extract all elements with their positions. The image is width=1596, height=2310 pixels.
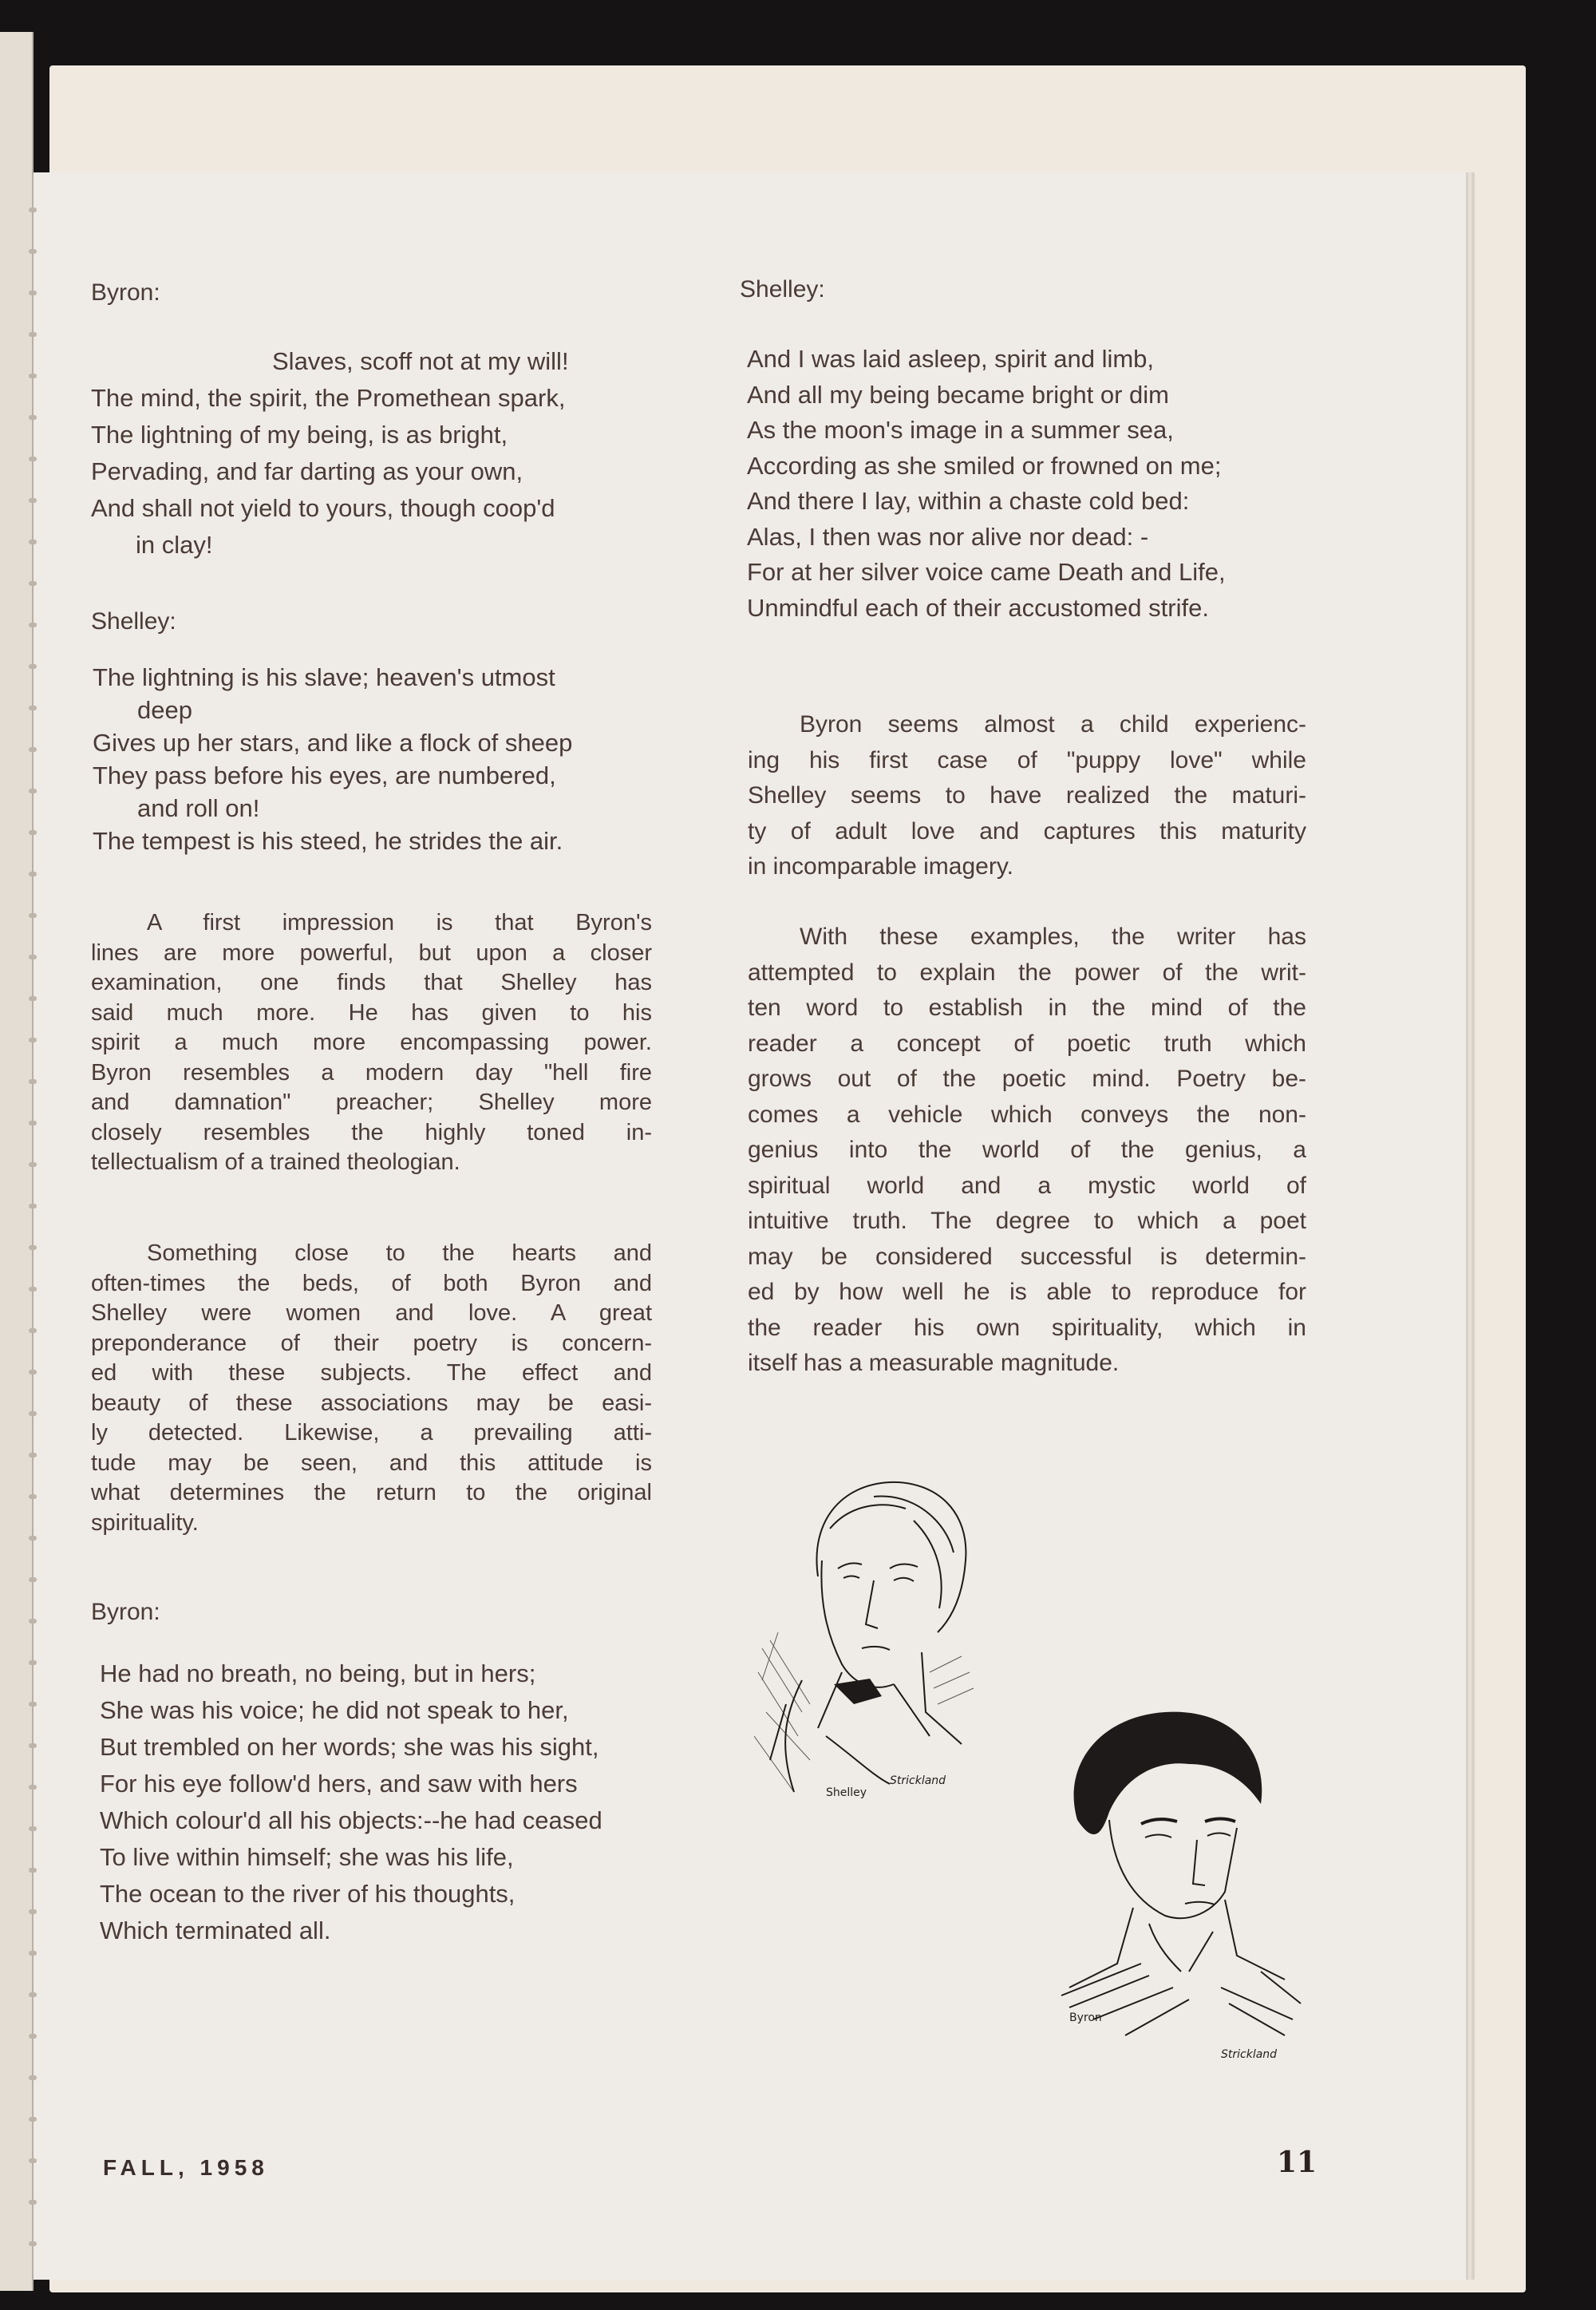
binding-hole — [29, 540, 37, 544]
text-line: The tempest is his steed, he strides the air. — [93, 827, 563, 855]
byron-artist-signature: Strickland — [1221, 2048, 1278, 2061]
binding-hole — [29, 623, 37, 627]
binding-hole — [29, 1121, 37, 1125]
byron-caption: Byron — [1069, 2011, 1102, 2024]
text-line: ed by how well he is able to reproduce for — [748, 1279, 1306, 1305]
text-line: Which colour'd all his objects:--he had ceased — [100, 1806, 602, 1834]
binding-hole — [29, 374, 37, 378]
text-line: tellectualism of a trained theologian. — [91, 1149, 460, 1175]
text-line: and roll on! — [137, 794, 260, 822]
text-line: Shelley seems to have realized the maturi- — [748, 782, 1306, 809]
binding-hole — [29, 1992, 37, 1997]
text-line: what determines the return to the original — [91, 1480, 652, 1505]
binding-hole — [29, 1287, 37, 1291]
text-line: spiritual world and a mystic world of — [748, 1172, 1306, 1199]
byron-portrait-sketch — [1045, 1700, 1317, 2067]
text-line: grows out of the poetic mind. Poetry be- — [748, 1066, 1306, 1092]
binding-hole — [29, 747, 37, 752]
text-line: But trembled on her words; she was his sight, — [100, 1733, 599, 1761]
binding-hole — [29, 955, 37, 959]
text-line: Unmindful each of their accustomed strife. — [747, 593, 1209, 622]
text-line: in incomparable imagery. — [748, 853, 1013, 880]
text-line: genius into the world of the genius, a — [748, 1137, 1306, 1163]
text-line: As the moon's image in a summer sea, — [747, 416, 1174, 444]
binding-hole — [29, 332, 37, 337]
text-line: For at her silver voice came Death and Life, — [747, 558, 1226, 586]
binding-hole — [29, 1826, 37, 1831]
text-line: She was his voice; he did not speak to her, — [100, 1696, 569, 1724]
shelley-artist-signature: Strickland — [890, 1774, 946, 1787]
binding-hole — [29, 1951, 37, 1956]
text-line: itself has a measurable magnitude. — [748, 1350, 1120, 1376]
text-line: Shelley were women and love. A great — [91, 1300, 652, 1326]
text-line: For his eye follow'd hers, and saw with hers — [100, 1770, 578, 1798]
text-line: deep — [137, 696, 192, 724]
text-line: lines are more powerful, but upon a closer — [91, 939, 652, 966]
text-line: may be considered successful is determin- — [748, 1243, 1306, 1270]
binding-hole — [29, 1204, 37, 1208]
speaker-heading-byron: Byron: — [91, 279, 160, 306]
text-line: Byron resembles a modern day "hell fire — [91, 1059, 652, 1086]
paragraph-first-impression — [91, 908, 652, 1178]
binding-hole — [29, 1619, 37, 1624]
text-line: ty of adult love and captures this maturity — [748, 817, 1306, 844]
binding-hole — [29, 1245, 37, 1250]
text-line: the reader his own spirituality, which in — [748, 1314, 1306, 1341]
shelley-portrait-sketch — [754, 1473, 1041, 1824]
paragraph-puppy-love — [748, 707, 1306, 885]
text-line: Slaves, scoff not at my will! — [272, 347, 569, 375]
speaker-heading-shelley-right: Shelley: — [740, 276, 825, 303]
text-line: said much more. He has given to his — [91, 999, 652, 1026]
text-line: They pass before his eyes, are numbered, — [93, 761, 556, 789]
binding-hole — [29, 1370, 37, 1375]
text-line: Byron seems almost a child experienc- — [800, 711, 1306, 738]
binding-hole — [29, 1536, 37, 1541]
text-line: closely resembles the highly toned in- — [91, 1119, 652, 1145]
text-line: tude may be seen, and this attitude is — [91, 1450, 652, 1476]
binding-hole — [29, 291, 37, 295]
speaker-heading-byron-2: Byron: — [91, 1599, 160, 1625]
binding-hole — [29, 1660, 37, 1665]
text-line: ten word to establish in the mind of the — [748, 995, 1306, 1021]
binding-hole — [29, 1868, 37, 1873]
text-line: ed with these subjects. The effect and — [91, 1360, 652, 1386]
text-line: Gives up her stars, and like a flock of sheep — [93, 729, 573, 757]
text-line: attempted to explain the power of the writ- — [748, 959, 1306, 986]
binding-hole — [29, 2200, 37, 2205]
byron-poem-excerpt-1 — [91, 343, 569, 564]
binding-hole — [29, 1162, 37, 1167]
binding-hole — [29, 1909, 37, 1914]
text-line: And I was laid asleep, spirit and limb, — [747, 345, 1155, 373]
text-line: spirit a much more encompassing power. — [91, 1030, 652, 1055]
binding-hole — [29, 913, 37, 918]
text-line: And shall not yield to yours, though coop'd — [91, 494, 555, 522]
text-line: The lightning of my being, is as bright, — [91, 421, 508, 449]
binding-hole — [29, 2075, 37, 2080]
binding-hole — [29, 2034, 37, 2039]
text-line: Something close to the hearts and — [147, 1240, 652, 1266]
binding-hole — [29, 1038, 37, 1042]
binding-hole — [29, 1743, 37, 1748]
binding-hole — [29, 1411, 37, 1416]
binding-hole — [29, 1079, 37, 1084]
binding-hole — [29, 1577, 37, 1582]
binding-hole — [29, 996, 37, 1001]
shelley-poem-excerpt-2 — [747, 342, 1226, 626]
text-line: To live within himself; she was his life, — [100, 1843, 514, 1871]
binding-hole — [29, 2117, 37, 2122]
text-line: intuitive truth. The degree to which a poet — [748, 1208, 1306, 1234]
text-line: According as she smiled or frowned on me; — [747, 451, 1222, 480]
shelley-poem-excerpt-1 — [93, 661, 572, 857]
text-line: and damnation" preacher; Shelley more — [91, 1090, 652, 1115]
text-line: Which terminated all. — [100, 1916, 331, 1944]
text-line: And all my being became bright or dim — [747, 380, 1169, 409]
text-line: Alas, I then was nor alive nor dead: - — [747, 522, 1149, 551]
text-line: beauty of these associations may be easi- — [91, 1390, 652, 1416]
binding-hole — [29, 581, 37, 586]
text-line: ly detected. Likewise, a prevailing atti- — [91, 1420, 652, 1446]
paragraph-women-and-love — [91, 1239, 652, 1538]
text-line: The mind, the spirit, the Promethean spark, — [91, 384, 566, 412]
text-line: And there I lay, within a chaste cold bed: — [747, 487, 1190, 515]
text-line: examination, one finds that Shelley has — [91, 970, 652, 995]
binding-hole — [29, 415, 37, 420]
text-line: A first impression is that Byron's — [147, 910, 652, 935]
text-line: comes a vehicle which conveys the non- — [748, 1101, 1306, 1128]
text-line: in clay! — [136, 531, 213, 559]
text-line: reader a concept of poetic truth which — [748, 1030, 1306, 1057]
binding-hole — [29, 706, 37, 710]
binding-hole — [29, 1453, 37, 1458]
binding-hole — [29, 1328, 37, 1333]
text-line: spirituality. — [91, 1509, 199, 1536]
text-line: The lightning is his slave; heaven's utmost — [93, 663, 555, 691]
binding-hole — [29, 498, 37, 503]
binding-hole — [29, 1702, 37, 1707]
byron-poem-excerpt-2 — [100, 1655, 602, 1949]
speaker-heading-shelley: Shelley: — [91, 608, 176, 635]
binding-hole — [29, 457, 37, 461]
binding-hole — [29, 664, 37, 669]
text-line: With these examples, the writer has — [800, 924, 1306, 950]
binding-hole — [29, 1785, 37, 1790]
binding-hole — [29, 2158, 37, 2163]
shelley-caption: Shelley — [826, 1786, 867, 1799]
text-line: The ocean to the river of his thoughts, — [100, 1880, 516, 1908]
text-line: often-times the beds, of both Byron and — [91, 1270, 652, 1296]
binding-hole — [29, 830, 37, 835]
binding-hole — [29, 789, 37, 793]
text-line: He had no breath, no being, but in hers; — [100, 1659, 536, 1687]
binding-hole — [29, 2241, 37, 2246]
text-line: ing his first case of "puppy love" while — [748, 746, 1306, 773]
binding-hole — [29, 249, 37, 254]
binding-hole — [29, 1494, 37, 1499]
page-number: 11 — [1277, 2146, 1317, 2179]
text-line: Pervading, and far darting as your own, — [91, 457, 523, 485]
binding-hole — [29, 208, 37, 212]
paragraph-conclusion — [748, 920, 1306, 1382]
issue-footer: FALL, 1958 — [103, 2155, 269, 2180]
text-line: preponderance of their poetry is concern- — [91, 1330, 652, 1356]
binding-hole — [29, 872, 37, 876]
